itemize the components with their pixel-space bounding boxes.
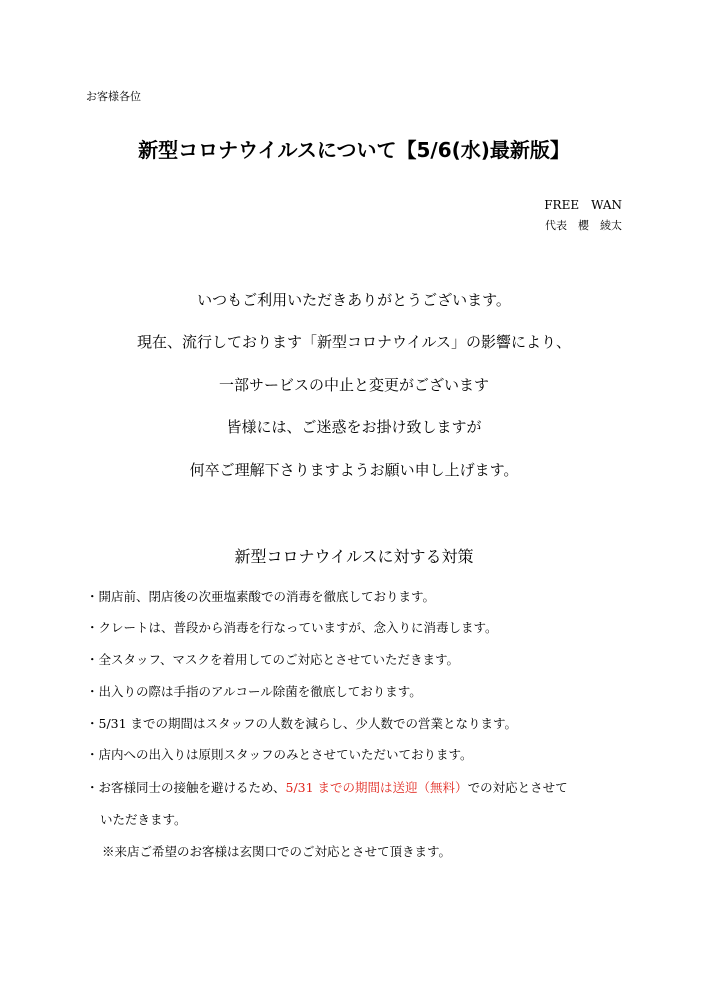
addressee: お客様各位 <box>86 90 141 103</box>
measure-item-transport <box>86 778 568 796</box>
measure-text: ・お客様同士の接触を避けるため、 <box>86 780 286 795</box>
measure-item: ・5/31 までの期間はスタッフの人数を減らし、少人数での営業となります。 <box>86 716 518 731</box>
message-line: いつもご利用いただきありがとうございます。 <box>197 291 511 309</box>
measure-item: ・開店前、閉店後の次亜塩素酸での消毒を徹底しております。 <box>86 589 436 604</box>
message-line: 一部サービスの中止と変更がございます <box>218 376 489 394</box>
note-text: ※来店ご希望のお客様は玄関口でのご対応とさせて頂きます。 <box>102 844 452 859</box>
representative-name: 代表 櫻 綾太 <box>545 219 622 232</box>
measures-title: 新型コロナウイルスに対する対策 <box>234 547 474 566</box>
measure-item: ・全スタッフ、マスクを着用してのご対応とさせていただきます。 <box>86 652 460 667</box>
measure-item: ・店内への出入りは原則スタッフのみとさせていただいております。 <box>86 747 473 762</box>
page-title: 新型コロナウイルスについて【5/6(水)最新版】 <box>138 138 570 162</box>
message-line: 皆様には、ご迷惑をお掛け致しますが <box>226 418 482 436</box>
message-line: 何卒ご理解下さりますようお願い申し上げます。 <box>189 461 519 479</box>
company-name: FREE WAN <box>544 198 622 212</box>
measure-item: ・クレートは、普段から消毒を行なっていますが、念入りに消毒します。 <box>86 620 498 635</box>
measure-item-continuation: いただきます。 <box>100 812 187 827</box>
highlight-text: 5/31 までの期間は送迎（無料） <box>285 780 468 795</box>
measure-text: での対応とさせて <box>467 780 568 795</box>
measure-item: ・出入りの際は手指のアルコール除菌を徹底しております。 <box>86 684 422 699</box>
message-line: 現在、流行しております「新型コロナウイルス」の影響により、 <box>136 333 572 351</box>
